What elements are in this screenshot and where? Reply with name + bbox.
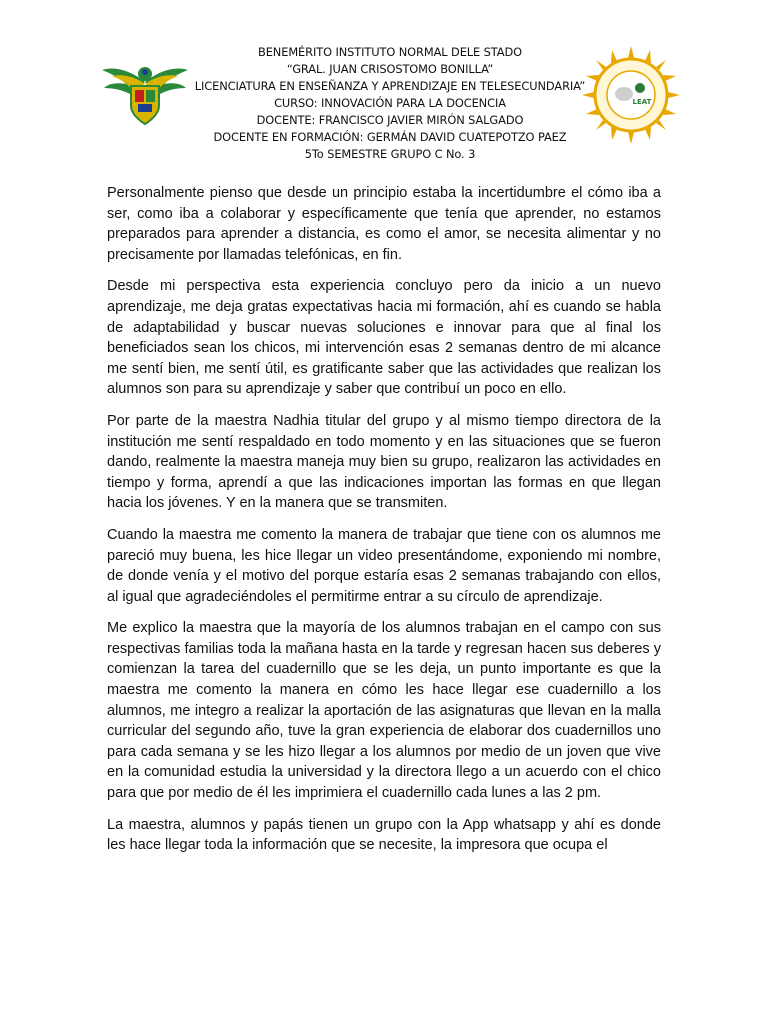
header-line: LICENCIATURA EN ENSEÑANZA Y APRENDIZAJE EN TELESECUNDARIA”	[194, 79, 586, 93]
paragraph: La maestra, alumnos y papás tienen un grupo con la App whatsapp y ahí es donde les hace llegar toda la información que se necesite, la impresora que ocupa el	[107, 816, 661, 854]
paragraph: Me explico la maestra que la mayoría de los alumnos trabajan en el campo con sus respectivas familias toda la mañana hasta en la tarde y regresan hacen sus deberes y comienzan la tarea del cuadernillo que se les deja, un punto importante es que la maestra me comento la manera en cómo les hace llegar ese cuadernillo a los alumnos, me integro a realizar la aportación de las asignaturas que llevan en la malla curricular del segundo año, tuve la gran experiencia de elaborar dos cuadernillos uno para cada semana y se les hizo llegar a los alumnos por medio de un joven que vive en la comunidad estudia la universidad y la directora llego a un acuerdo con el chico para que por medio de él les imprimiera el cuadernillo cada lunes a las 2 pm.	[107, 620, 661, 802]
header-line: DOCENTE EN FORMACIÓN: GERMÁN DAVID CUATEPOTZO PAEZ	[213, 130, 567, 144]
header-line: 5To SEMESTRE GRUPO C No. 3	[304, 147, 476, 161]
header-line: CURSO: INNOVACIÓN PARA LA DOCENCIA	[274, 96, 506, 110]
header-line: DOCENTE: FRANCISCO JAVIER MIRÓN SALGADO	[256, 113, 524, 127]
document-header	[150, 44, 630, 163]
paragraph: Cuando la maestra me comento la manera de trabajar que tiene con os alumnos me pareció muy buena, les hice llegar un video presentándome, exponiendo mi nombre, de donde venía y el motivo del porque estaría esas 2 semanas trabajando con ellos, al igual que agradeciéndoles el permitirme entrar a su círculo de aprendizaje.	[107, 526, 661, 605]
paragraph: Desde mi perspectiva esta experiencia concluyo pero da inicio a un nuevo aprendizaje, me deja gratas expectativas hacia mi formación, ahí es cuando se habla de adaptabilidad y buscar nuevas soluciones e innovar para que al final los beneficiados sean los chicos, mi intervención esas 2 semanas dentro de mi alcance me sentí bien, me sentí útil, es gratificante saber que las actividades que realizan los alumnos son para su aprendizaje y saber que contribuí un poco en ello.	[107, 278, 661, 398]
header-line: “GRAL. JUAN CRISOSTOMO BONILLA”	[286, 62, 494, 76]
document-body	[107, 183, 661, 867]
paragraph: Personalmente pienso que desde un principio estaba la incertidumbre el cómo iba a ser, como iba a colaborar y específicamente que tenía que aprender, no estamos preparados para aprender a distancia, es como el amor, se necesita alimentar y no precisamente por llamadas telefónicas, en fin.	[107, 185, 661, 263]
seal-text: LEAT	[632, 98, 652, 106]
paragraph: Por parte de la maestra Nadhia titular del grupo y al mismo tiempo directora de la institución me sentí respaldado en todo momento y en las situaciones que se fueron dando, realmente la maestra maneja muy bien su grupo, realizaron las actividades en tiempo y forma, aprendí a que las indicaciones importan las formas en que llegan hacia los jóvenes. Y en la manera que se transmiten.	[107, 412, 661, 512]
header-line: BENEMÉRITO INSTITUTO NORMAL DELE STADO	[258, 45, 522, 59]
